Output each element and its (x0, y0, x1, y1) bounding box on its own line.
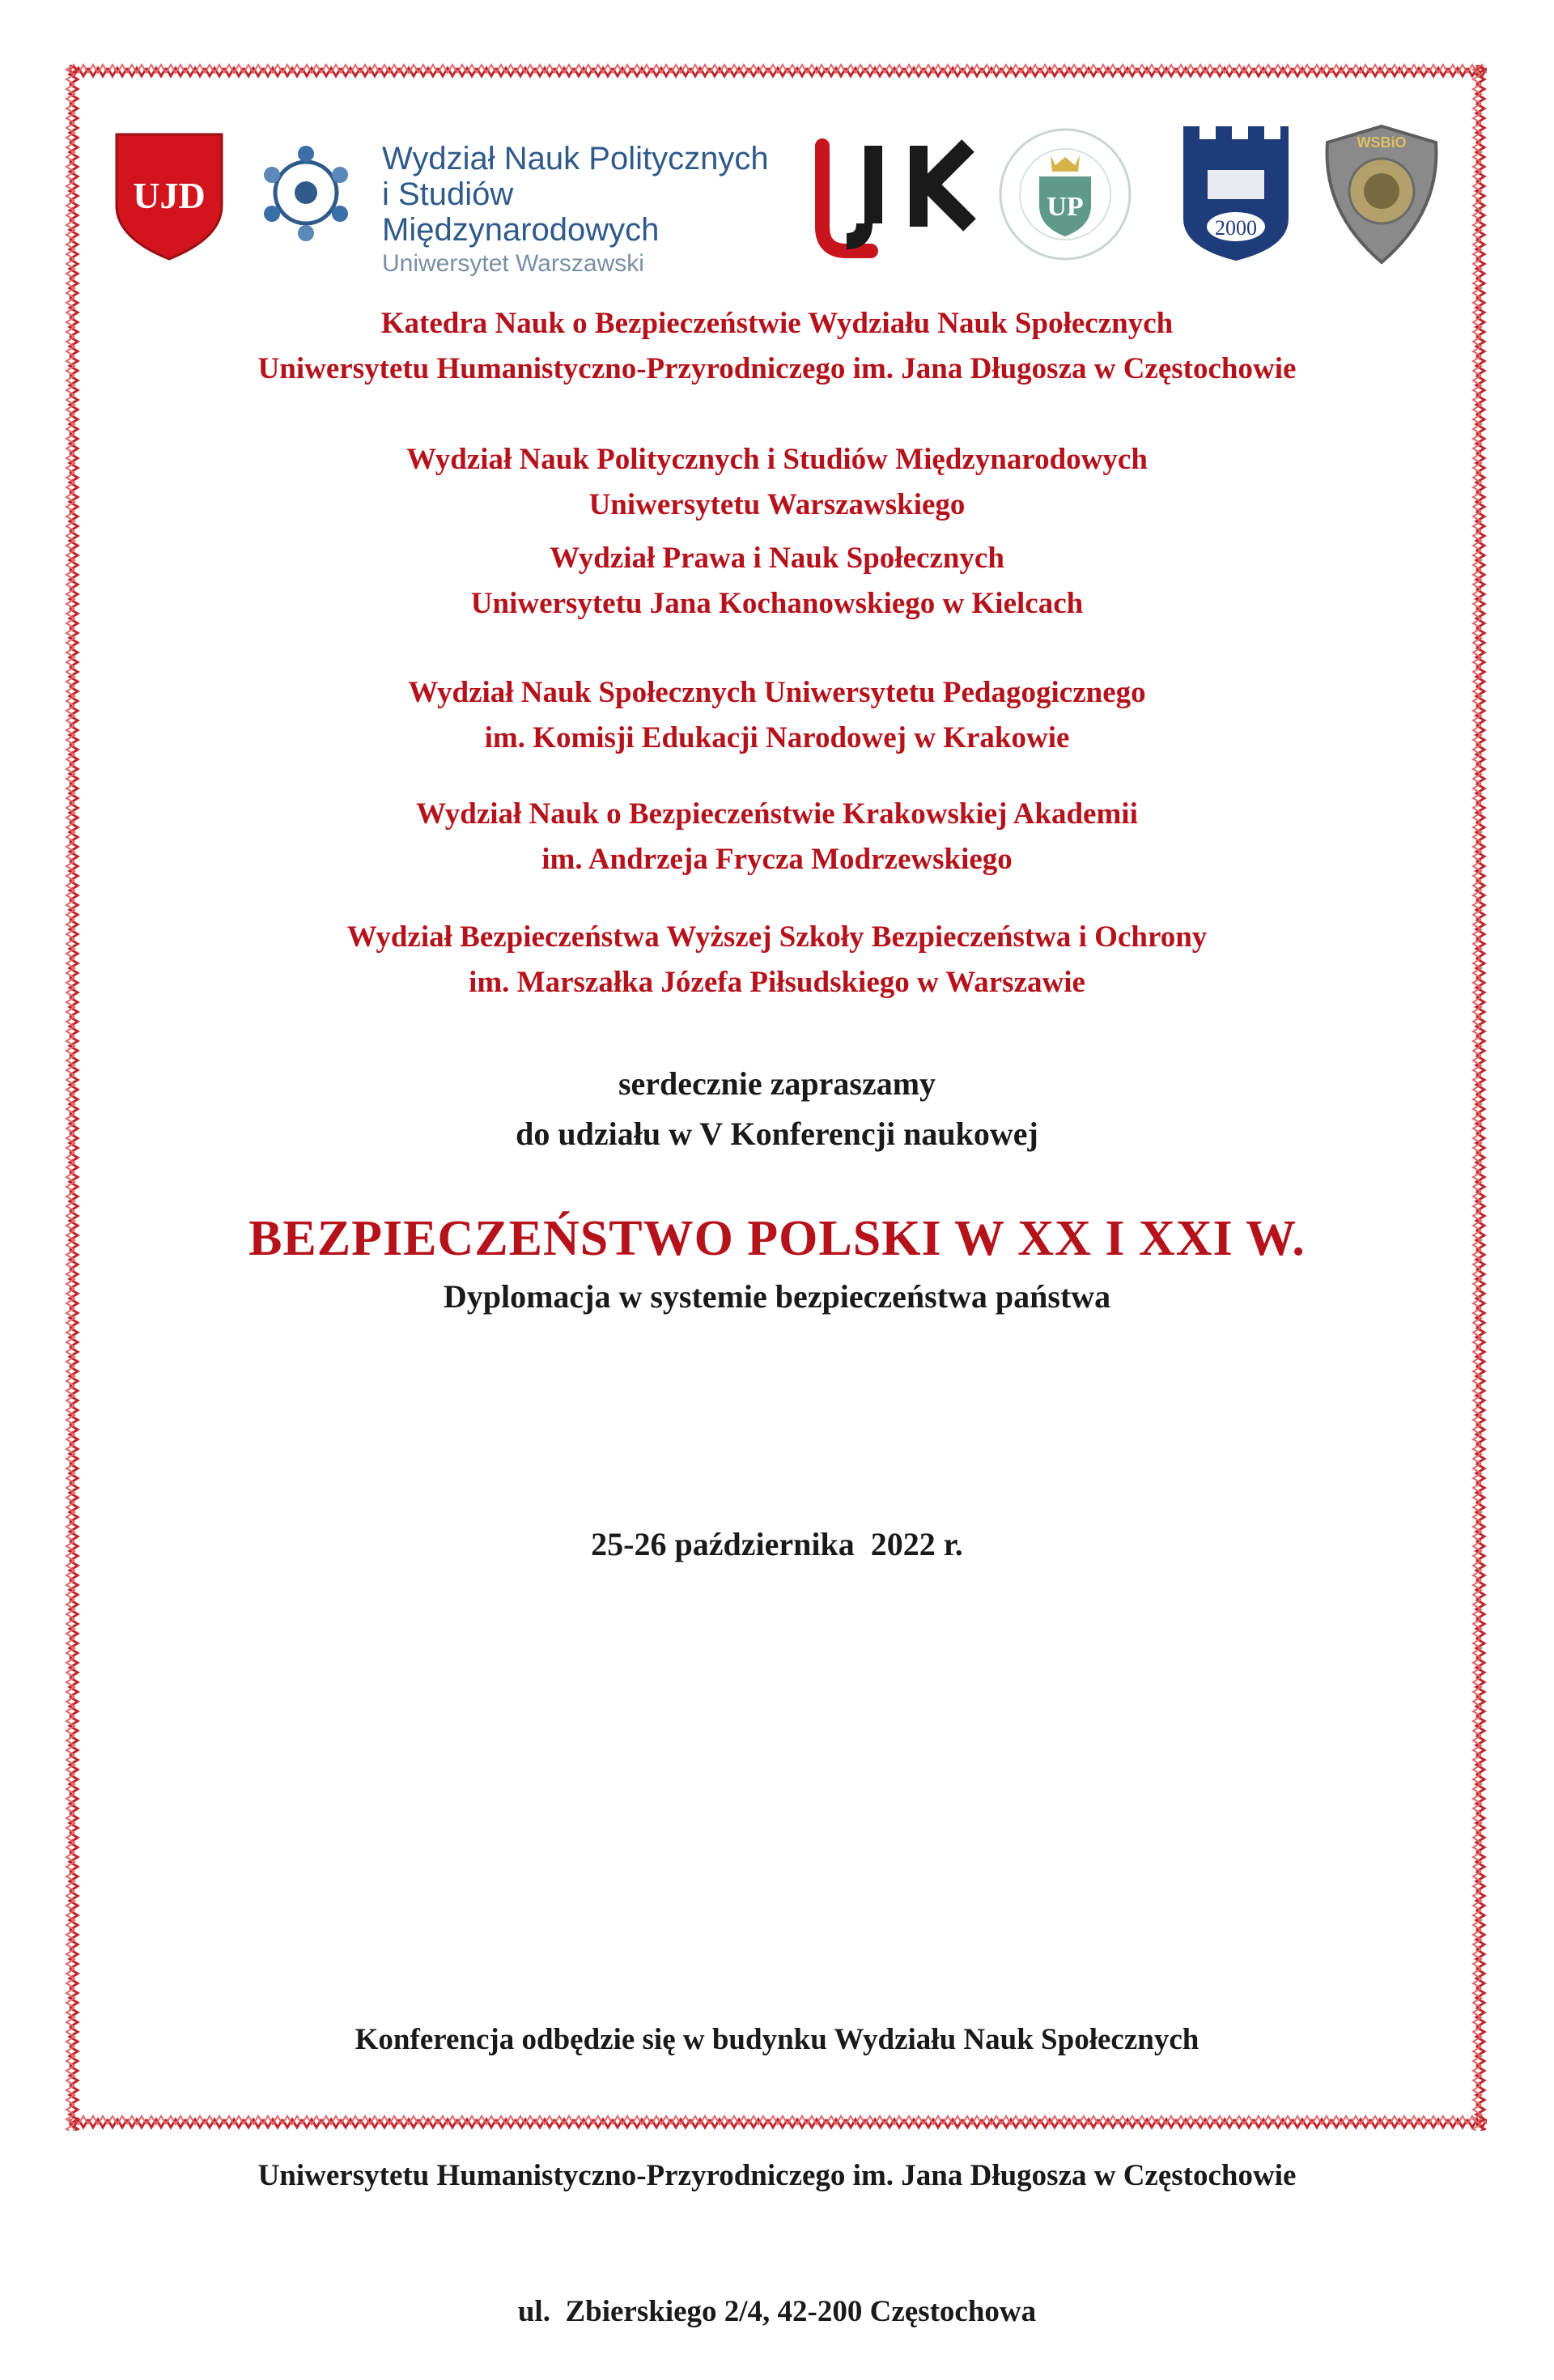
wnpism-line1: Wydział Nauk Politycznych (382, 141, 769, 176)
decorative-border-right (1471, 65, 1489, 2131)
organizer-line: im. Marszałka Józefa Piłsudskiego w Warszawie (469, 966, 1085, 999)
organizer-line: Wydział Prawa i Nauk Społecznych (550, 542, 1004, 575)
up-logo (997, 126, 1133, 262)
wnpism-line3: Uniwersytet Warszawski (382, 250, 644, 277)
decorative-border-top (69, 63, 1487, 81)
organizer-line: im. Komisji Edukacji Narodowej w Krakowie (484, 721, 1070, 754)
venue-line2: Uniwersytetu Humanistyczno-Przyrodniczego im. Jana Długosza w Częstochowie (257, 2159, 1297, 2192)
organizer-6 (113, 915, 1441, 1005)
conference-date: 25-26 października 2022 r. (591, 1526, 963, 1562)
organizer-line: im. Andrzeja Frycza Modrzewskiego (541, 843, 1013, 876)
organizer-line: Uniwersytetu Jana Kochanowskiego w Kielcach (470, 587, 1084, 620)
organizer-line: Uniwersytetu Humanistyczno-Przyrodniczego im. Jana Długosza w Częstochowie (257, 352, 1297, 385)
invitation-line1: serdecznie zapraszamy (618, 1065, 936, 1102)
logos-row (113, 121, 1441, 277)
organizer-line: Katedra Nauk o Bezpieczeństwie Wydziału Nauk Społecznych (380, 307, 1174, 340)
organizer-line: Wydział Nauk Społecznych Uniwersytetu Pedagogicznego (408, 676, 1146, 709)
decorative-border-left (65, 65, 83, 2131)
wnpism-line2: i Studiów Międzynarodowych (382, 176, 660, 248)
invitation (113, 1059, 1441, 1159)
organizer-line: Wydział Nauk Politycznych i Studiów Międzynarodowych (406, 443, 1148, 476)
invitation-line2: do udziału w V Konferencji naukowej (516, 1116, 1038, 1152)
organizer-line: Uniwersytetu Warszawskiego (588, 488, 966, 521)
organizer-2 (113, 437, 1441, 528)
venue-line3: ul. Zbierskiego 2/4, 42-200 Częstochowa (517, 2295, 1037, 2328)
wnpism-logo (253, 130, 779, 277)
organizer-1 (113, 301, 1441, 392)
wsbio-logo-text: WSBiO (1357, 134, 1407, 151)
organizer-3 (113, 536, 1441, 627)
venue (113, 1927, 1441, 2380)
wsbio-logo (1323, 123, 1441, 266)
ujk-logo (814, 138, 984, 259)
ujd-logo-text: UJD (133, 175, 206, 216)
kaafm-logo (1175, 121, 1297, 264)
network-icon (253, 139, 359, 246)
venue-line1: Konferencja odbędzie się w budynku Wydziału Nauk Społecznych (355, 2023, 1199, 2056)
up-logo-text: UP (1047, 192, 1084, 222)
conference-title: BEZPIECZEŃSTWO POLSKI W XX I XXI W. (248, 1211, 1306, 1266)
organizer-line: Wydział Nauk o Bezpieczeństwie Krakowskiej Akademii (416, 797, 1138, 831)
kaafm-logo-year: 2000 (1215, 216, 1257, 240)
organizers-list (113, 301, 1441, 1111)
conference-subtitle: Dyplomacja w systemie bezpieczeństwa państwa (443, 1278, 1111, 1315)
organizer-line: Wydział Bezpieczeństwa Wyższej Szkoły Bezpieczeństwa i Ochrony (346, 920, 1208, 954)
ujd-logo (113, 131, 225, 262)
organizer-4 (113, 670, 1441, 761)
organizer-5 (113, 792, 1441, 882)
